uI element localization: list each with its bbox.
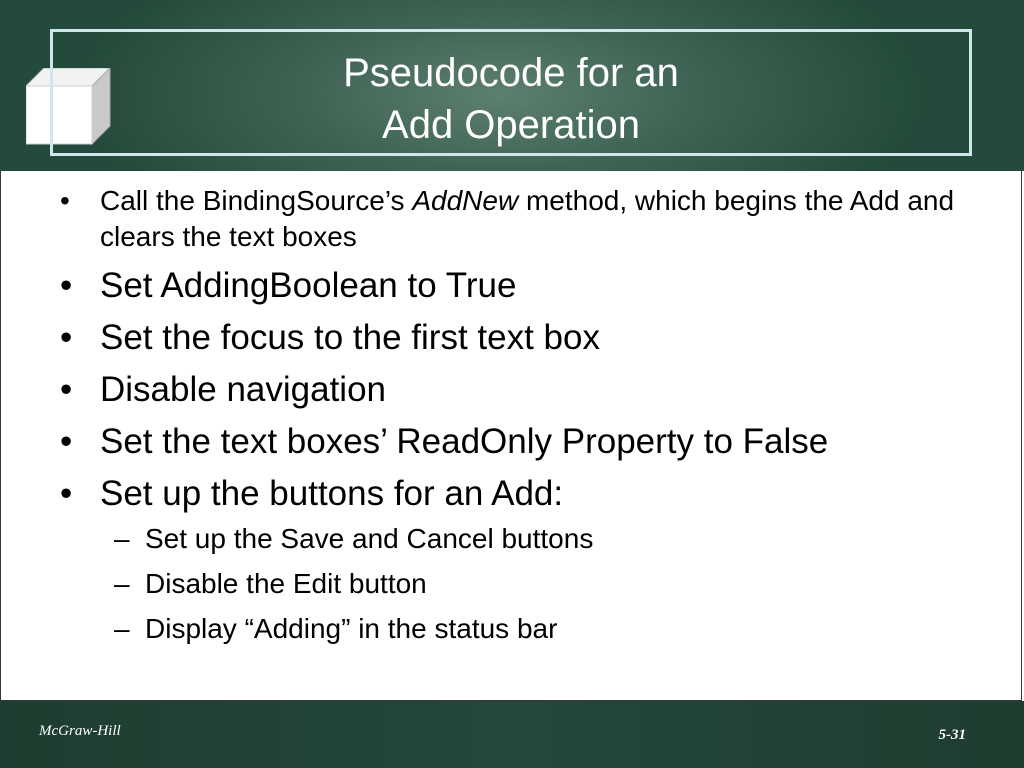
bullet-text: Set AddingBoolean to True: [100, 266, 517, 305]
bullet-text: Set up the buttons for an Add:: [100, 474, 564, 513]
bullet-icon: •: [60, 474, 73, 513]
bullet-text: method, which begins the Add and clears the text boxes: [100, 185, 955, 252]
sub-list-item: [56, 611, 976, 647]
bullet-icon: •: [60, 422, 73, 461]
list-item: [56, 369, 976, 411]
title-line-1: Pseudocode for an: [343, 51, 679, 95]
page-number: 5-31: [938, 727, 966, 743]
slide-title: [53, 47, 969, 151]
sub-list-item: [56, 566, 976, 602]
list-item: [56, 265, 976, 307]
dash-icon: –: [114, 523, 130, 554]
bullet-method-name: AddNew: [412, 185, 519, 216]
list-item: [56, 421, 976, 463]
list-item: [56, 473, 976, 515]
dash-icon: –: [114, 568, 130, 599]
bullet-text: Disable navigation: [100, 370, 387, 409]
bullet-text: Call the BindingSource’s: [100, 185, 413, 216]
slide-footer: [0, 701, 1024, 768]
bullet-icon: •: [60, 185, 70, 216]
bullet-icon: •: [60, 266, 73, 305]
title-line-2: Add Operation: [382, 103, 640, 147]
sub-bullet-text: Display “Adding” in the status bar: [145, 613, 558, 644]
list-item: [56, 317, 976, 359]
list-item: [56, 183, 976, 255]
bullet-text: Set the text boxes’ ReadOnly Property to False: [100, 422, 829, 461]
dash-icon: –: [114, 613, 130, 644]
slide-header: [0, 0, 1024, 171]
publisher-label: McGraw-Hill: [39, 723, 121, 739]
bullet-icon: •: [60, 370, 73, 409]
sub-bullet-text: Disable the Edit button: [145, 568, 427, 599]
bullet-list: [56, 183, 976, 647]
bullet-icon: •: [60, 318, 73, 357]
bullet-text: Set the focus to the first text box: [100, 318, 600, 357]
sub-bullet-text: Set up the Save and Cancel buttons: [145, 523, 594, 554]
sub-list-item: [56, 521, 976, 557]
